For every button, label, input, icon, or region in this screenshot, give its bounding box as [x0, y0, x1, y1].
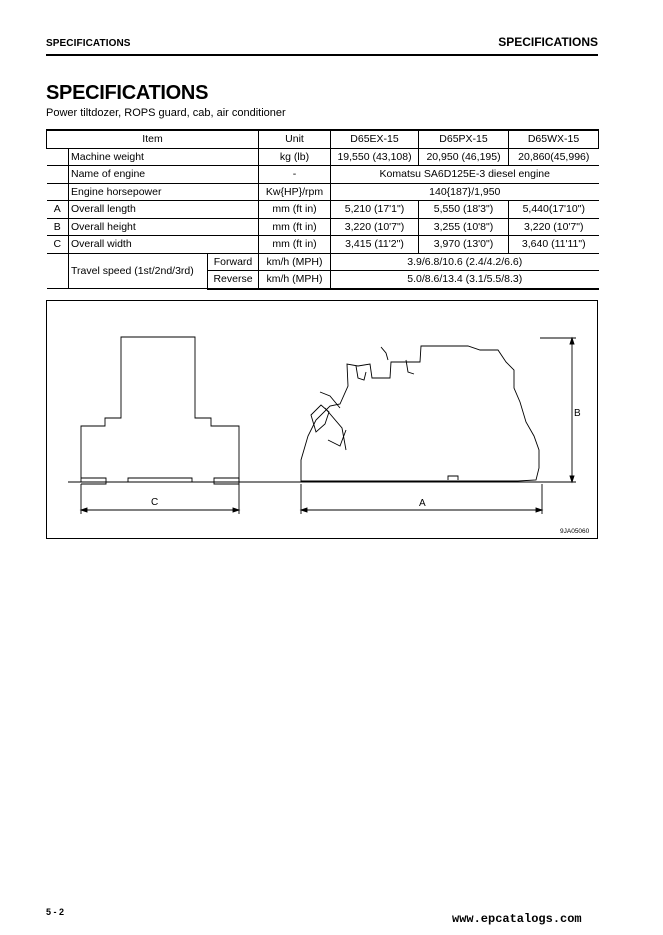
row-label: Machine weight — [69, 148, 259, 166]
row-value: 5,550 (18'3") — [419, 201, 509, 219]
row-value: 140{187}/1,950 — [331, 183, 599, 201]
row-unit: mm (ft in) — [259, 201, 331, 219]
dimension-label-c: C — [151, 497, 159, 508]
row-value: 5,210 (17'1") — [331, 201, 419, 219]
table-row — [47, 166, 599, 184]
row-key — [47, 148, 69, 166]
running-header-right: SPECIFICATIONS — [498, 35, 598, 49]
row-key — [47, 183, 69, 201]
bulldozer-drawing — [46, 300, 598, 539]
row-value: 3.9/6.8/10.6 (2.4/4.2/6.6) — [331, 253, 599, 271]
row-label: Engine horsepower — [69, 183, 259, 201]
row-unit: - — [259, 166, 331, 184]
table-row — [47, 201, 599, 219]
row-label: Name of engine — [69, 166, 259, 184]
table-row — [47, 253, 599, 271]
row-label: Overall length — [69, 201, 259, 219]
row-value: 3,220 (10'7") — [331, 218, 419, 236]
row-key — [47, 253, 69, 289]
dimension-c — [81, 484, 239, 514]
row-value: 5,440(17'10") — [509, 201, 599, 219]
row-label: Travel speed (1st/2nd/3rd) — [69, 253, 208, 289]
row-unit: km/h (MPH) — [259, 271, 331, 289]
side-view-outline — [301, 346, 539, 481]
page-number: 5 - 2 — [46, 907, 65, 917]
row-value: 20,860(45,996) — [509, 148, 599, 166]
dimension-label-a: A — [419, 498, 426, 509]
row-unit: km/h (MPH) — [259, 253, 331, 271]
row-value: 19,550 (43,108) — [331, 148, 419, 166]
watermark-text: www.epcatalogs.com — [452, 912, 582, 926]
row-sublabel: Forward — [208, 253, 259, 271]
row-value: 5.0/8.6/13.4 (3.1/5.5/8.3) — [331, 271, 599, 289]
dimension-figure — [46, 300, 598, 539]
row-key: C — [47, 236, 69, 254]
row-value: 3,220 (10'7") — [509, 218, 599, 236]
page-subtitle: Power tiltdozer, ROPS guard, cab, air conditioner — [46, 107, 286, 119]
table-row — [47, 183, 599, 201]
row-label: Overall height — [69, 218, 259, 236]
row-unit: mm (ft in) — [259, 236, 331, 254]
header-item: Item — [47, 130, 259, 148]
row-value: 3,970 (13'0") — [419, 236, 509, 254]
header-model-px: D65PX-15 — [419, 130, 509, 148]
header-unit: Unit — [259, 130, 331, 148]
row-unit: mm (ft in) — [259, 218, 331, 236]
header-model-ex: D65EX-15 — [331, 130, 419, 148]
specifications-table — [46, 129, 599, 290]
row-key: B — [47, 218, 69, 236]
row-value: 3,415 (11'2") — [331, 236, 419, 254]
row-unit: Kw{HP}/rpm — [259, 183, 331, 201]
row-unit: kg (lb) — [259, 148, 331, 166]
header-model-wx: D65WX-15 — [509, 130, 599, 148]
row-value: 3,255 (10'8") — [419, 218, 509, 236]
row-sublabel: Reverse — [208, 271, 259, 289]
row-key: A — [47, 201, 69, 219]
front-view-outline — [81, 337, 239, 484]
page-title: SPECIFICATIONS — [46, 82, 209, 104]
row-key — [47, 166, 69, 184]
running-header-left: SPECIFICATIONS — [46, 38, 131, 49]
row-value: 3,640 (11'11") — [509, 236, 599, 254]
figure-code: 9JA05060 — [560, 528, 590, 535]
table-row — [47, 236, 599, 254]
table-row — [47, 148, 599, 166]
row-value: Komatsu SA6D125E-3 diesel engine — [331, 166, 599, 184]
table-row — [47, 218, 599, 236]
dimension-label-b: B — [574, 408, 581, 419]
row-value: 20,950 (46,195) — [419, 148, 509, 166]
header-rule — [46, 54, 598, 56]
row-label: Overall width — [69, 236, 259, 254]
table-header-row — [47, 130, 599, 148]
dimension-b — [540, 338, 576, 482]
